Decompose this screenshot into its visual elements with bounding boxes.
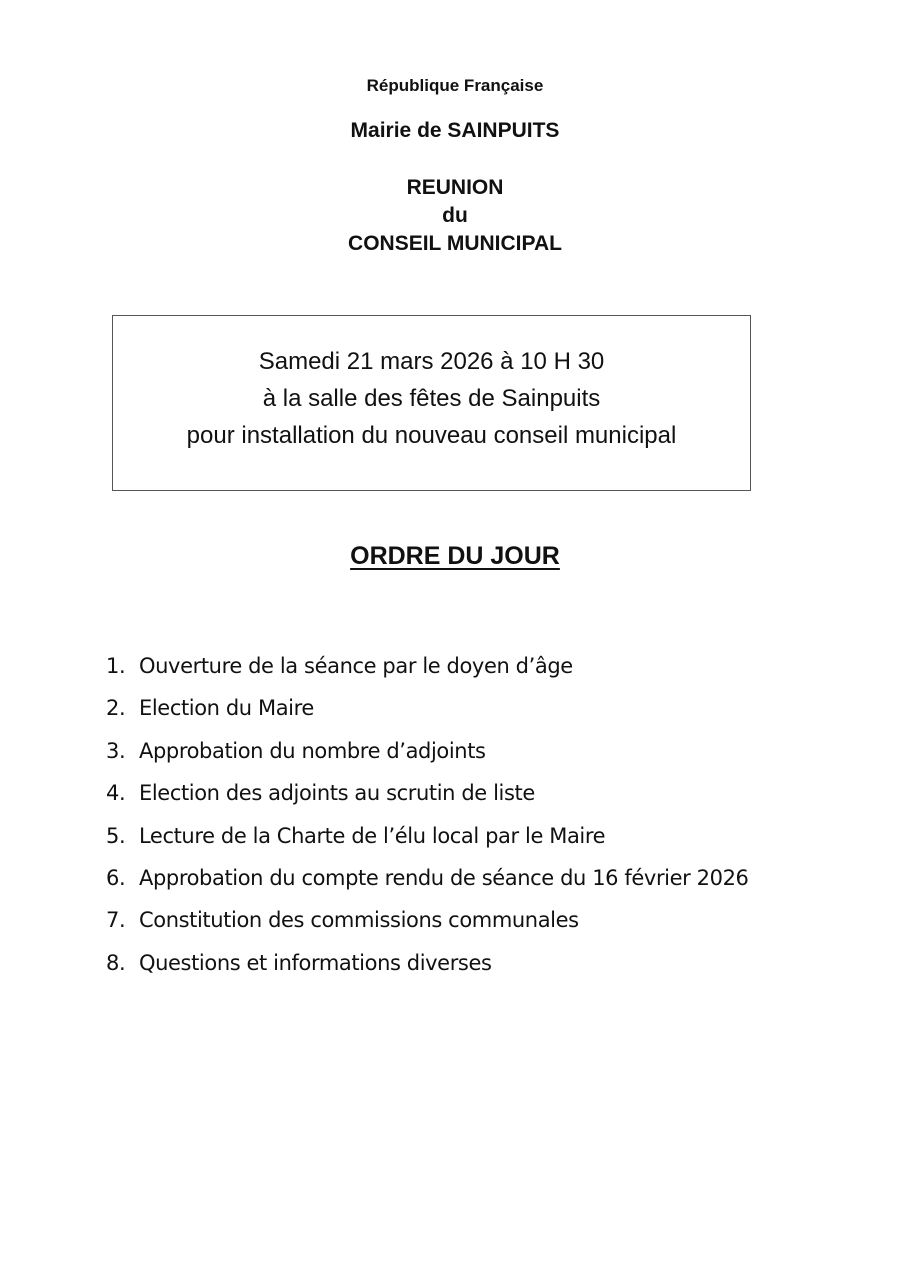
- agenda-item: [106, 645, 866, 687]
- agenda-item-text: Lecture de la Charte de l’élu local par le Maire: [139, 823, 606, 848]
- agenda-item: [106, 772, 866, 814]
- agenda-item-number: 7.: [106, 908, 126, 933]
- agenda-item-number: 1.: [106, 654, 126, 678]
- meeting-title-line-1: REUNION: [406, 176, 504, 199]
- agenda-item: [106, 942, 866, 984]
- mairie-heading: Mairie de SAINPUITS: [350, 119, 560, 142]
- agenda-item: [106, 730, 866, 772]
- agenda-item-text: Election des adjoints au scrutin de liste: [139, 781, 535, 806]
- meeting-title-line-3: CONSEIL MUNICIPAL: [348, 232, 562, 255]
- agenda-item-text: Election du Maire: [139, 696, 314, 721]
- agenda-title: ORDRE DU JOUR: [350, 542, 560, 570]
- agenda-item-number: 4.: [106, 781, 126, 806]
- meeting-title: [0, 174, 900, 258]
- agenda-list: [106, 645, 866, 984]
- agenda-item: [106, 857, 866, 899]
- meeting-purpose-line: pour installation du nouveau conseil municipal: [186, 422, 677, 449]
- agenda-item: [106, 815, 866, 857]
- agenda-item-text: Approbation du nombre d’adjoints: [139, 738, 486, 763]
- agenda-item-number: 3.: [106, 738, 126, 763]
- meeting-date-line: Samedi 21 mars 2026 à 10 H 30: [258, 348, 605, 375]
- republic-heading: République Française: [366, 76, 544, 95]
- agenda-item-text: Ouverture de la séance par le doyen d’âge: [139, 654, 573, 678]
- agenda-item-number: 2.: [106, 696, 126, 721]
- agenda-item-text: Approbation du compte rendu de séance du 16 février 2026: [139, 865, 749, 890]
- agenda-item-text: Questions et informations diverses: [139, 950, 492, 975]
- agenda-item-number: 5.: [106, 823, 126, 848]
- agenda-item-number: 8.: [106, 950, 126, 975]
- meeting-location-line: à la salle des fêtes de Sainpuits: [262, 385, 601, 412]
- meeting-title-line-2: du: [442, 204, 468, 227]
- meeting-details-box: [112, 315, 751, 491]
- agenda-item: [106, 687, 866, 729]
- agenda-item: [106, 899, 866, 941]
- agenda-item-text: Constitution des commissions communales: [139, 908, 579, 933]
- agenda-item-number: 6.: [106, 865, 126, 890]
